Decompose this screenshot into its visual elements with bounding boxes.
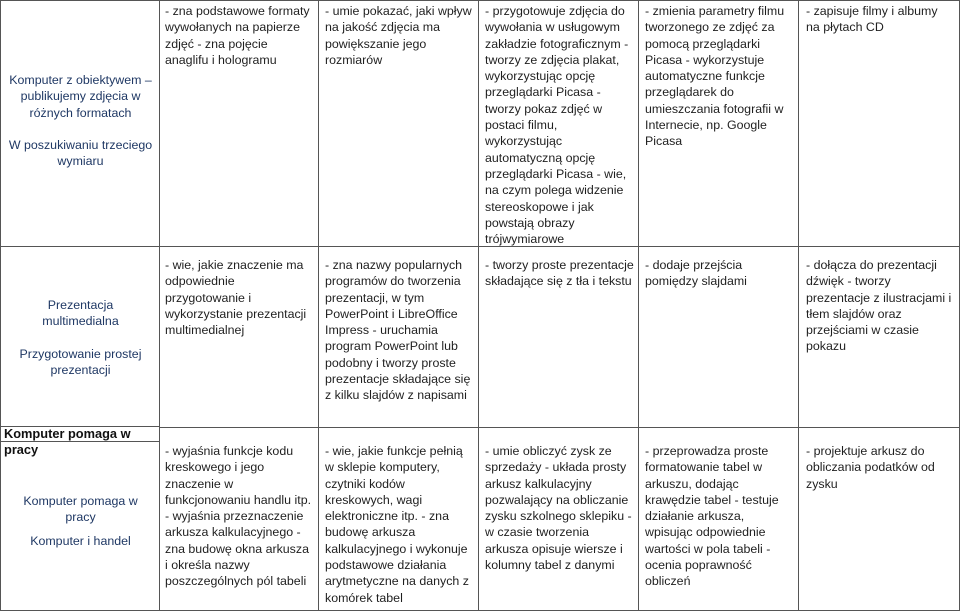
row2-level1: - wie, jakie znaczenie ma odpowiednie przygotowanie i wykorzystanie prezentacji multimedialnej xyxy=(165,258,307,338)
row1-level4: - zmienia parametry filmu tworzonego ze zdjęć za pomocą przeglądarki Picasa - wykorzystuje automatyczne funkcje przeglądarek do umieszczania fotografii w Internecie, np. Google Picasa xyxy=(645,4,785,149)
row1-topic-subtitle: W poszukiwaniu trzeciego wymiaru xyxy=(8,137,153,169)
column-divider xyxy=(159,0,160,611)
row1-level1: - zna podstawowe formaty wywołanych na papierze zdjęć - zna pojęcie anaglifu i hologramu xyxy=(165,4,310,67)
row3-topic-cell xyxy=(8,493,153,549)
row2-level2: - zna nazwy popularnych programów do tworzenia prezentacji, w tym PowerPoint i LibreOffice Impress - uruchamia program PowerPoint lub podobny i tworzy proste prezentacje składające się z kilku slajdów z napisami xyxy=(325,258,471,403)
row2-topic-title: Prezentacja multimedialna xyxy=(42,298,119,329)
row3-level5: - projektuje arkusz do obliczania podatków od zysku xyxy=(806,444,935,491)
table-border-left xyxy=(0,0,1,611)
section-header: Komputer pomaga w pracy xyxy=(4,426,131,458)
row2-level5: - dołącza do prezentacji dźwięk - tworzy prezentacje z ilustracjami i tłem slajdów oraz przejściami w czasie pokazu xyxy=(806,258,952,354)
row3-level3: - umie obliczyć zysk ze sprzedaży - układa prosty arkusz kalkulacyjny pozwalający na obliczanie zysku szkolnego sklepiku - w czasie tworzenia arkusza opisuje wiersze i kolumny tabel z danymi xyxy=(485,444,632,573)
column-divider xyxy=(638,0,639,611)
row1-level5: - zapisuje filmy i albumy na płytach CD xyxy=(806,4,938,35)
column-divider xyxy=(478,0,479,611)
row-divider xyxy=(0,246,960,247)
row2-topic-subtitle: Przygotowanie prostej prezentacji xyxy=(19,346,142,377)
row3-level2: - wie, jakie funkcje pełnią w sklepie komputery, czytniki kodów kreskowych, wagi elektroniczne itp. - zna budowę arkusza kalkulacyjnego i wykonuje podstawowe działania arytmetyczne na danych z komórek tabel xyxy=(325,444,469,605)
table-border-top xyxy=(0,0,960,1)
row1-level2: - umie pokazać, jaki wpływ na jakość zdjęcia ma powiększanie jego rozmiarów xyxy=(325,4,472,67)
row1-level3: - przygotowuje zdjęcia do wywołania w usługowym zakładzie fotograficznym - tworzy ze zdjęcia plakat, wykorzystując opcję przeglądarki Picasa - tworzy pokaz zdjęć w postaci filmu, wykorzystując automatyczną opcję przeglądarki Picasa - wie, na czym polega widzenie stereoskopowe i jak powstają obrazy trójwymiarowe xyxy=(485,4,629,247)
column-divider xyxy=(798,0,799,611)
row2-topic-cell xyxy=(8,297,153,378)
row3-topic-title: Komputer pomaga w pracy xyxy=(23,494,138,525)
row2-level3: - tworzy proste prezentacje składające się z tła i tekstu xyxy=(485,258,634,289)
row1-topic-cell xyxy=(8,72,153,169)
row3-topic-subtitle: Komputer i handel xyxy=(30,533,131,548)
row3-level1: - wyjaśnia funkcje kodu kreskowego i jego znaczenie w funkcjonowaniu handlu itp. - wyjaśnia przeznaczenie arkusza kalkulacyjnego - zna budowę okna arkusza i określa nazwy poszczególnych pól tabeli xyxy=(165,444,312,589)
row1-topic-title: Komputer z obiektywem – publikujemy zdjęcia w różnych formatach xyxy=(9,73,152,120)
column-divider xyxy=(318,0,319,611)
row-divider xyxy=(159,427,960,428)
row3-level4: - przeprowadza proste formatowanie tabel w arkuszu, dodając krawędzie tabel - testuje działanie arkusza, wpisując odpowiednie wartości w pola tabeli - ocenia poprawność obliczeń xyxy=(645,444,779,589)
row2-level4: - dodaje przejścia pomiędzy slajdami xyxy=(645,258,747,289)
